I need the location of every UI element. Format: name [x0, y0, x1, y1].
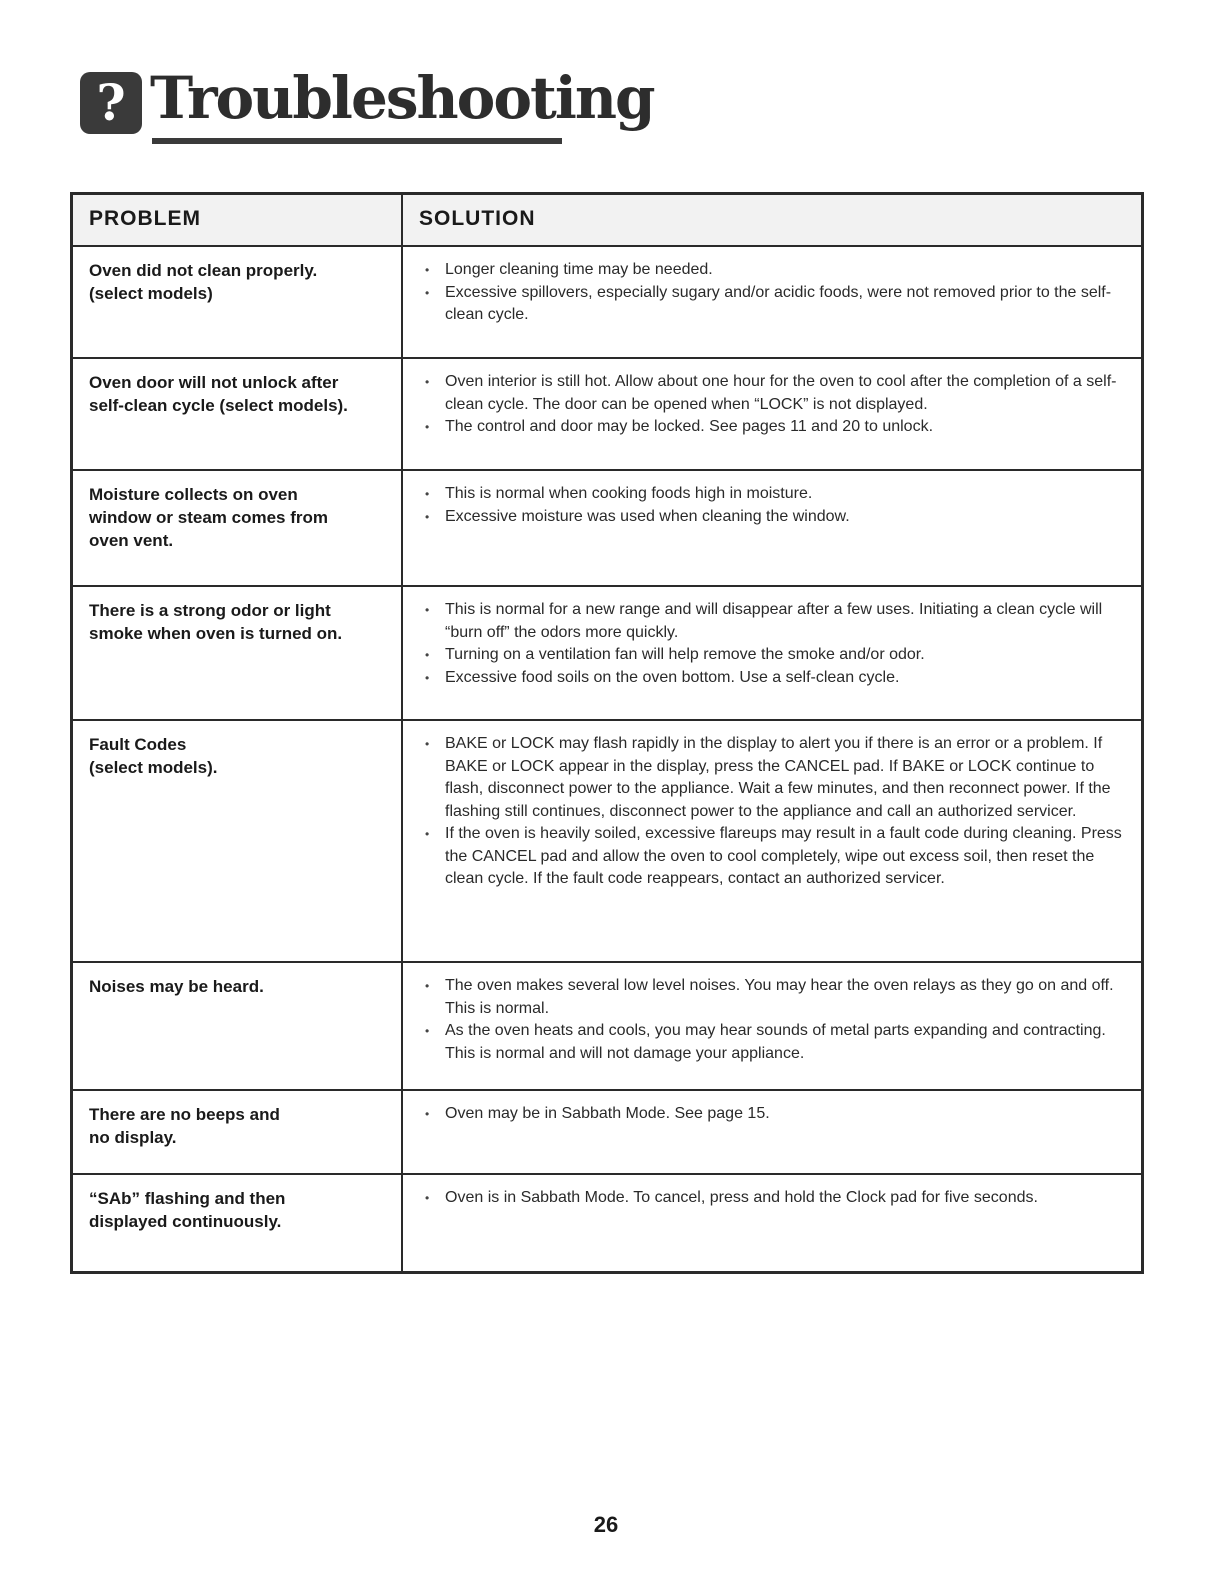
solution-item: • Turning on a ventilation fan will help remove the smoke and/or odor.	[425, 644, 1133, 667]
solution-item: • BAKE or LOCK may flash rapidly in the display to alert you if there is an error or a problem. If BAKE or LOCK appear in the display, press the CANCEL pad. If BAKE or LOCK continue to flash, disconnect power to the appliance. Wait a few minutes, and then reconnect power. If the flashing still continues, disconnect power to the appliance and call an authorized servicer.	[425, 733, 1133, 823]
problem-cell	[73, 359, 403, 469]
problem-text: (select models).	[89, 758, 218, 777]
problem-text: oven vent.	[89, 531, 174, 550]
problem-text: smoke when oven is turned on.	[89, 624, 343, 643]
problem-column-header: PROBLEM	[73, 195, 403, 245]
troubleshooting-table	[70, 192, 1144, 1274]
solution-list	[425, 483, 1133, 528]
solution-cell	[403, 471, 1141, 585]
page-title: Troubleshooting	[150, 64, 654, 132]
solution-list	[425, 1187, 1133, 1210]
table-row	[73, 721, 1141, 963]
problem-text: Fault Codes	[89, 735, 187, 754]
solution-cell	[403, 1091, 1141, 1173]
problem-text: (select models)	[89, 284, 213, 303]
solution-list	[425, 975, 1133, 1065]
problem-text: “SAb” flashing and then	[89, 1189, 286, 1208]
solution-list	[425, 599, 1133, 689]
solution-item: • Excessive spillovers, especially sugary and/or acidic foods, were not removed prior to the self-clean cycle.	[425, 282, 1133, 327]
solution-list	[425, 259, 1133, 327]
table-body	[73, 247, 1141, 1271]
solution-item: • This is normal when cooking foods high in moisture.	[425, 483, 1133, 506]
solution-list	[425, 371, 1133, 439]
solution-list	[425, 1103, 1133, 1126]
solution-item: • Oven interior is still hot. Allow about one hour for the oven to cool after the completion of a self-clean cycle. The door can be opened when “LOCK” is not displayed.	[425, 371, 1133, 416]
problem-text: displayed continuously.	[89, 1212, 282, 1231]
title-underline	[152, 138, 562, 144]
problem-cell	[73, 963, 403, 1089]
solution-item: • As the oven heats and cools, you may hear sounds of metal parts expanding and contracting. This is normal and will not damage your appliance.	[425, 1020, 1133, 1065]
table-row	[73, 1091, 1141, 1175]
problem-text: window or steam comes from	[89, 508, 328, 527]
solution-item: • Oven is in Sabbath Mode. To cancel, press and hold the Clock pad for five seconds.	[425, 1187, 1133, 1210]
problem-text: Moisture collects on oven	[89, 485, 298, 504]
solution-item: • Excessive moisture was used when cleaning the window.	[425, 506, 1133, 529]
solution-cell	[403, 963, 1141, 1089]
table-row	[73, 963, 1141, 1091]
problem-text: no display.	[89, 1128, 177, 1147]
problem-cell	[73, 247, 403, 357]
solution-item: • The oven makes several low level noises. You may hear the oven relays as they go on and off. This is normal.	[425, 975, 1133, 1020]
table-row	[73, 359, 1141, 471]
solution-cell	[403, 359, 1141, 469]
solution-item: • The control and door may be locked. See pages 11 and 20 to unlock.	[425, 416, 1133, 439]
solution-item: • Oven may be in Sabbath Mode. See page 15.	[425, 1103, 1133, 1126]
problem-text: There are no beeps and	[89, 1105, 280, 1124]
solution-cell	[403, 587, 1141, 719]
question-mark-icon: ?	[80, 72, 142, 134]
problem-text: Oven door will not unlock after	[89, 373, 339, 392]
problem-text: self-clean cycle (select models).	[89, 396, 348, 415]
page-number: 26	[593, 1512, 619, 1537]
problem-cell	[73, 721, 403, 961]
solution-item: • This is normal for a new range and will disappear after a few uses. Initiating a clean cycle will “burn off” the odors more quickly.	[425, 599, 1133, 644]
solution-item: • Excessive food soils on the oven bottom. Use a self-clean cycle.	[425, 667, 1133, 690]
solution-column-header: SOLUTION	[419, 207, 536, 230]
solution-cell	[403, 1175, 1141, 1271]
problem-text: Noises may be heard.	[89, 977, 264, 996]
table-row	[73, 247, 1141, 359]
solution-list	[425, 733, 1133, 891]
problem-text: Oven did not clean properly.	[89, 261, 318, 280]
problem-cell	[73, 1175, 403, 1271]
problem-cell	[73, 587, 403, 719]
solution-cell	[403, 247, 1141, 357]
problem-cell	[73, 471, 403, 585]
solution-item: • Longer cleaning time may be needed.	[425, 259, 1133, 282]
table-row	[73, 1175, 1141, 1271]
table-header	[73, 195, 1141, 247]
problem-cell	[73, 1091, 403, 1173]
solution-cell	[403, 721, 1141, 961]
table-row	[73, 471, 1141, 587]
problem-text: There is a strong odor or light	[89, 601, 331, 620]
solution-item: • If the oven is heavily soiled, excessive flareups may result in a fault code during cleaning. Press the CANCEL pad and allow the oven to cool completely, wipe out excess soil, then reset the clean cycle. If the fault code reappears, contact an authorized servicer.	[425, 823, 1133, 891]
table-row	[73, 587, 1141, 721]
